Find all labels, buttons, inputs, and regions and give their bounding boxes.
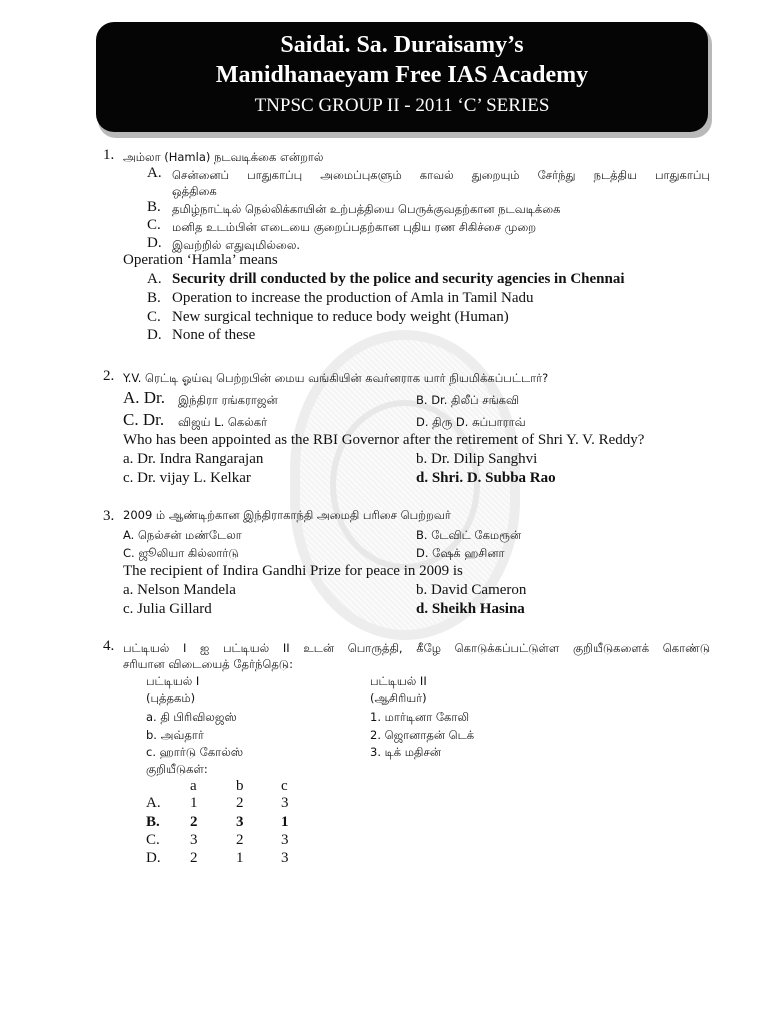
english-option-text: c. Dr. vijay L. Kelkar: [123, 470, 251, 486]
english-question: Who has been appointed as the RBI Governor after the retirement of Shri Y. V. Reddy?: [123, 432, 645, 448]
english-option-text: a. Nelson Mandela: [123, 582, 236, 598]
code-value-correct: 3: [236, 814, 244, 830]
list-1-item: b. அவ்தார்: [146, 728, 204, 742]
tamil-question: அம்லா (Hamla) நடவடிக்கை என்றால்: [123, 150, 324, 164]
code-value-correct: 1: [281, 814, 289, 830]
list-1-item: a. தி பிரிவிலஜஸ்: [146, 710, 237, 724]
option-key: D.: [147, 235, 162, 251]
code-header: c: [281, 778, 288, 794]
tamil-question: பட்டியல் I ஐ பட்டியல் II உடன் பொருத்தி, கீழே கொடுக்கப்பட்டுள்ள குறியீடுகளைக் கொண்டு: [123, 641, 710, 655]
english-option-text: Operation to increase the production of Amla in Tamil Nadu: [172, 290, 534, 306]
code-header: a: [190, 778, 197, 794]
tamil-option-text: சென்னைப் பாதுகாப்பு அமைப்புகளும் காவல் துறையும் சேர்ந்து நடத்திய பாதுகாப்பு: [172, 168, 710, 182]
option-key: D.: [147, 327, 162, 343]
code-value: 3: [281, 795, 289, 811]
tamil-option-text: ஒத்திகை: [172, 184, 217, 198]
tamil-question: [123, 508, 451, 524]
academy-name: Manidhanaeyam Free IAS Academy: [215, 62, 589, 88]
list-1-item: c. ஹார்டு கோல்ஸ்: [146, 745, 244, 759]
list-1-subtitle: (புத்தகம்): [146, 691, 196, 705]
code-value: 2: [190, 850, 198, 866]
code-value: 3: [281, 832, 289, 848]
tamil-option-text: தமிழ்நாட்டில் நெல்லிக்காயின் உற்பத்தியை பெருக்குவதற்கான நடவடிக்கை: [172, 202, 561, 216]
code-row-key: D.: [146, 850, 161, 866]
codes-label: குறியீடுகள்:: [146, 762, 208, 776]
english-option-text: a. Dr. Indra Rangarajan: [123, 451, 264, 467]
option-key: C. Dr.: [123, 410, 165, 429]
academy-founder-title: Saidai. Sa. Duraisamy’s: [280, 32, 524, 58]
english-option-text: c. Julia Gillard: [123, 601, 212, 617]
tamil-option-text: B. Dr. திலீப் சங்கவி: [416, 393, 520, 407]
code-row-key: A.: [146, 795, 161, 811]
list-2-item: 1. மார்டினா கோலி: [370, 710, 470, 724]
code-value: 1: [236, 850, 244, 866]
code-row-key: C.: [146, 832, 160, 848]
tamil-option-text: இந்திரா ரங்கராஜன்: [178, 393, 278, 407]
list-2-item: 3. டிக் மதிசன்: [370, 745, 441, 759]
code-value: 3: [190, 832, 198, 848]
english-option-text: b. Dr. Dilip Sanghvi: [416, 451, 538, 467]
code-value: 3: [281, 850, 289, 866]
option-key: B.: [147, 199, 161, 215]
tamil-option-text: D. ஷேக் ஹசினா: [416, 546, 505, 560]
correct-answer: d. Shri. D. Subba Rao: [416, 470, 556, 486]
english-question: The recipient of Indira Gandhi Prize for peace in 2009 is: [123, 563, 463, 579]
question-number: 4.: [103, 638, 115, 654]
question-number: 3.: [103, 508, 115, 524]
code-row-key-correct: B.: [146, 814, 160, 830]
tamil-option-text: விஜய் L. கெல்கர்: [178, 415, 268, 429]
option-key: A.: [147, 271, 162, 287]
option-key: A. Dr.: [123, 388, 166, 407]
question-number: 1.: [103, 147, 115, 163]
english-option-text: b. David Cameron: [416, 582, 527, 598]
tamil-option-text: D. திரு D. சுப்பாராவ்: [416, 415, 526, 429]
question-number: 2.: [103, 368, 115, 384]
exam-series-title: TNPSC GROUP II - 2011 ‘C’ SERIES: [254, 95, 550, 116]
english-option-text: None of these: [172, 327, 256, 343]
english-question: Operation ‘Hamla’ means: [123, 252, 278, 268]
option-key: B.: [147, 290, 161, 306]
tamil-question: Y.V. ரெட்டி ஓய்வு பெற்றபின் மைய வங்கியின் கவர்னராக யார் நியமிக்கப்பட்டார்?: [123, 371, 549, 385]
tamil-option-text: இவற்றில் எதுவுமில்லை.: [172, 238, 301, 252]
tamil-option-text: C. ஜூலியா கில்லார்டு: [123, 546, 239, 560]
tamil-question: சரியான விடையைத் தேர்ந்தெடு:: [123, 657, 293, 671]
tamil-option-text: மனித உடம்பின் எடையை குறைப்பதற்கான புதிய ரண சிகிச்சை முறை: [172, 220, 537, 234]
option-key: A.: [147, 165, 162, 181]
code-value-correct: 2: [190, 814, 198, 830]
code-value: 1: [190, 795, 198, 811]
option-key: C.: [147, 309, 161, 325]
header-banner: [96, 22, 708, 132]
list-1-title: பட்டியல் I: [146, 674, 200, 688]
list-2-title: பட்டியல் II: [370, 674, 427, 688]
code-value: 2: [236, 795, 244, 811]
tamil-option-text: B. டேவிட் கேமரூன்: [416, 528, 522, 542]
tamil-question-text: 2009 ம் ஆண்டிற்கான இந்திராகாந்தி அமைதி பரிசை பெற்றவர்: [123, 508, 451, 522]
tamil-option-text: A. நெல்சன் மண்டேலா: [123, 528, 242, 542]
english-option-text: New surgical technique to reduce body weight (Human): [172, 309, 509, 325]
list-2-subtitle: (ஆசிரியர்): [370, 691, 427, 705]
correct-answer: Security drill conducted by the police and security agencies in Chennai: [172, 271, 625, 287]
code-header: b: [236, 778, 244, 794]
list-2-item: 2. ஜொனாதன் டெக்: [370, 728, 475, 742]
option-key: C.: [147, 217, 161, 233]
code-value: 2: [236, 832, 244, 848]
correct-answer: d. Sheikh Hasina: [416, 601, 525, 617]
